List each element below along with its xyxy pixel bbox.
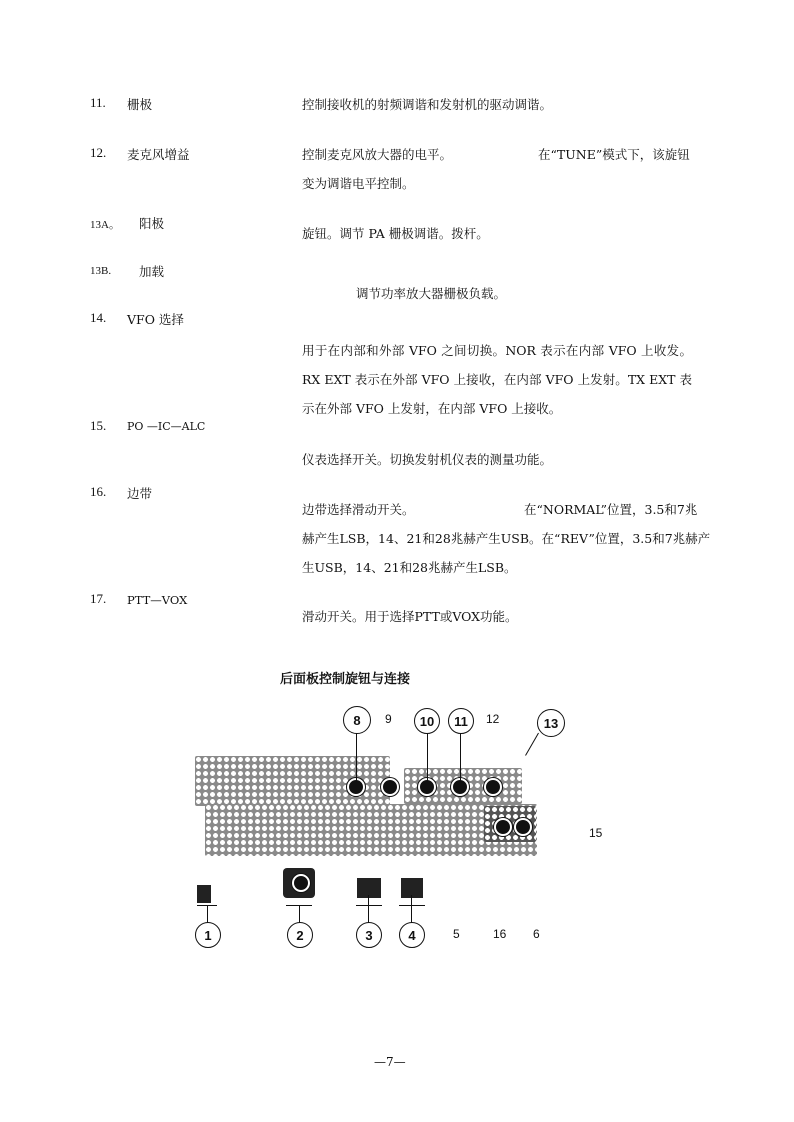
callout-circle: 8 (343, 706, 371, 734)
callout-label: 16 (493, 927, 507, 941)
item-number: 12. (90, 145, 107, 160)
item-description: 边带选择滑动开关。 (302, 502, 415, 517)
item-description: 旋钮。调节 PA 栅极调谐。拨杆。 (302, 226, 489, 241)
leader-line (525, 733, 539, 756)
callout-circle: 3 (356, 922, 382, 948)
callout-label: 6 (533, 927, 540, 941)
item-label: 阳极 (139, 216, 165, 231)
leader-line (411, 895, 412, 923)
item-description: 用于在内部和外部 VFO 之间切换。NOR 表示在内部 VFO 上收发。RX EXT 表示在外部 VFO 上接收，在内部 VFO 上发射。TX EXT 表示在外部 VFO 上发射，在内部 VFO 上接收。 (302, 343, 692, 416)
item-label: PO —IC—ALC (127, 420, 206, 433)
item-description: 在“TUNE”模式下，该旋钮 (538, 147, 690, 162)
leader-line (460, 731, 461, 781)
figure-title: 后面板控制旋钮与连接 (280, 672, 411, 687)
item-description: 控制接收机的射频调谐和发射机的驱动调谐。 (302, 97, 553, 112)
page-number: —7— (374, 1055, 406, 1069)
knob-icon (484, 778, 502, 796)
item-description: 调节功率放大器栅极负载。 (356, 286, 507, 301)
knob-icon (494, 818, 512, 836)
item-number: 13B. (90, 265, 112, 277)
callout-label: 9 (385, 712, 392, 726)
callout-circle: 13 (537, 709, 565, 737)
item-label: PTT—VOX (127, 593, 188, 607)
item-description: 生USB，14、21和28兆赫产生LSB。 (302, 560, 517, 575)
leader-line (207, 905, 208, 923)
callout-label: 12 (486, 712, 500, 726)
knob-icon (514, 818, 532, 836)
item-label: VFO 选择 (127, 312, 184, 327)
leader-line (368, 895, 369, 923)
callout-circle: 11 (448, 708, 474, 734)
item-description: 滑动开关。用于选择PTT或VOX功能。 (302, 609, 518, 624)
item-description: 变为调谐电平控制。 (302, 176, 415, 191)
callout-circle: 4 (399, 922, 425, 948)
leader-line (427, 731, 428, 781)
knob-icon (381, 778, 399, 796)
item-description: 在“NORMAL”位置，3.5和7兆 (524, 502, 698, 517)
item-description: 赫产生LSB，14、21和28兆赫产生USB。在“REV”位置，3.5和7兆赫产 (302, 531, 711, 546)
knob-icon (292, 874, 310, 892)
callout-circle: 1 (195, 922, 221, 948)
item-number: 16. (90, 484, 107, 499)
item-label: 麦克风增益 (127, 147, 190, 162)
item-description: 仪表选择开关。切换发射机仪表的测量功能。 (302, 452, 553, 467)
callout-circle: 2 (287, 922, 313, 948)
callout-circle: 10 (414, 708, 440, 734)
item-label: 加载 (139, 264, 165, 279)
item-number: 17. (90, 591, 107, 606)
item-number: 14. (90, 310, 107, 325)
leader-line (356, 731, 357, 781)
item-label: 边带 (127, 486, 153, 501)
item-number: 13A。 (90, 219, 120, 231)
callout-label: 15 (589, 826, 603, 840)
callout-label: 5 (453, 927, 460, 941)
item-number: 11. (90, 95, 106, 110)
connector-icon (197, 885, 211, 903)
item-label: 栅极 (127, 97, 153, 112)
item-number: 15. (90, 418, 107, 433)
item-description: 控制麦克风放大器的电平。 (302, 147, 453, 162)
leader-line (299, 905, 300, 923)
